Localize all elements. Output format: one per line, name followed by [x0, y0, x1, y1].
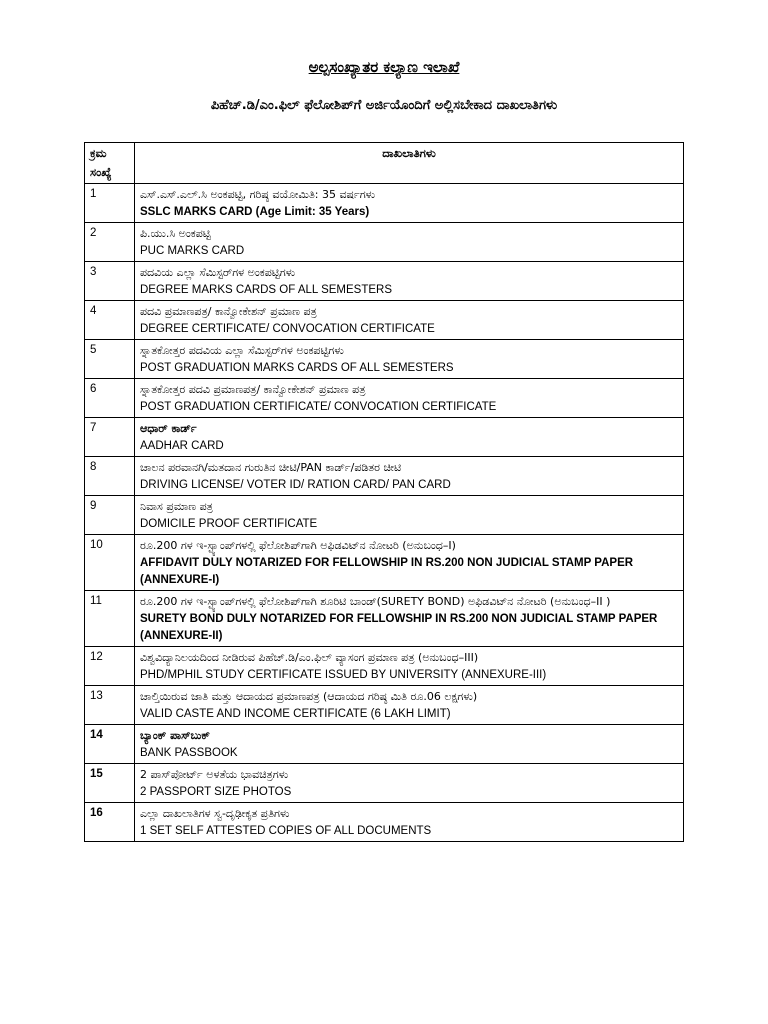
- row-kannada-text: ಎಸ್.ಎಸ್.ಎಲ್.ಸಿ ಅಂಕಪಟ್ಟಿ, ಗರಿಷ್ಠ ವಯೋಮಿತಿ: 35 ವರ್ಷಗಳು: [140, 188, 376, 201]
- page-title: ಅಲ್ಪಸಂಖ್ಯಾತರ ಕಲ್ಯಾಣ ಇಲಾಖೆ: [308, 58, 460, 76]
- row-english-text: SURETY BOND DULY NOTARIZED FOR FELLOWSHIP IN RS.200 NON JUDICIAL STAMP PAPER (ANNEXURE-II): [140, 613, 658, 642]
- table-row: [85, 262, 684, 301]
- row-number: 5: [85, 340, 135, 379]
- table-row: [85, 686, 684, 725]
- row-documents: [135, 301, 684, 340]
- row-documents: [135, 591, 684, 647]
- row-number: 3: [85, 262, 135, 301]
- row-number: 16: [85, 803, 135, 842]
- row-documents: [135, 496, 684, 535]
- row-documents: [135, 803, 684, 842]
- serial-header-line2: ಸಂಖ್ಯೆ: [90, 165, 112, 179]
- row-kannada-text: ಆಧಾರ್ ಕಾರ್ಡ್: [140, 422, 197, 435]
- row-documents: [135, 686, 684, 725]
- row-documents: [135, 184, 684, 223]
- row-kannada-text: ಪಿ.ಯು.ಸಿ ಅಂಕಪಟ್ಟಿ: [140, 227, 211, 240]
- table-row: [85, 457, 684, 496]
- row-english-text: DEGREE MARKS CARDS OF ALL SEMESTERS: [140, 284, 392, 296]
- row-documents: [135, 725, 684, 764]
- row-english-text: BANK PASSBOOK: [140, 747, 238, 759]
- table-row: [85, 184, 684, 223]
- table-row: [85, 418, 684, 457]
- table-row: [85, 223, 684, 262]
- row-number: 11: [85, 591, 135, 647]
- row-documents: [135, 262, 684, 301]
- table-row: [85, 496, 684, 535]
- table-row: [85, 591, 684, 647]
- table-row: [85, 535, 684, 591]
- table-row: [85, 647, 684, 686]
- serial-number-header: [85, 143, 135, 184]
- row-kannada-text: ರೂ.200 ಗಳ ಇ-ಸ್ಟ್ಯಾಂಪ್‌ಗಳಲ್ಲಿ ಫೆಲೋಶಿಪ್‌ಗಾಗಿ ಅಫಿಡವಿಟ್‌ನ ನೋಟರಿ (ಅನುಬಂಧ–I): [140, 539, 456, 552]
- row-kannada-text: ಚಾಲನ ಪರವಾನಗಿ/ಮತದಾನ ಗುರುತಿನ ಚೀಟಿ/PAN ಕಾರ್ಡ್/ಪಡಿತರ ಚೀಟಿ: [140, 461, 402, 474]
- row-kannada-text: ರೂ.200 ಗಳ ಇ-ಸ್ಟ್ಯಾಂಪ್‌ಗಳಲ್ಲಿ ಫೆಲೋಶಿಪ್‌ಗಾಗಿ ಶೂರಿಟಿ ಬಾಂಡ್(SURETY BOND) ಅಫಿಡವಿಟ್‌ನ ನೋಟರಿ (ಅನುಬಂಧ–II ): [140, 595, 611, 608]
- row-number: 2: [85, 223, 135, 262]
- documents-table: [84, 142, 684, 842]
- row-english-text: AFFIDAVIT DULY NOTARIZED FOR FELLOWSHIP IN RS.200 NON JUDICIAL STAMP PAPER (ANNEXURE-I): [140, 557, 634, 586]
- table-row: [85, 301, 684, 340]
- row-kannada-text: ವಿಶ್ವವಿದ್ಯಾನಿಲಯದಿಂದ ನೀಡಿರುವ ಪಿಹೆಚ್.ಡಿ/ಎಂ.ಫಿಲ್ ವ್ಯಾಸಂಗ ಪ್ರಮಾಣ ಪತ್ರ (ಅನುಬಂಧ–III): [140, 651, 479, 664]
- row-kannada-text: ಸ್ನಾತಕೋತ್ತರ ಪದವಿ ಪ್ರಮಾಣಪತ್ರ/ ಕಾನ್ವೋಕೇಶನ್ ಪ್ರಮಾಣ ಪತ್ರ: [140, 383, 366, 396]
- serial-header-line1: ಕ್ರಮ: [90, 146, 107, 160]
- row-english-text: PUC MARKS CARD: [140, 245, 245, 257]
- row-number: 4: [85, 301, 135, 340]
- row-english-text: VALID CASTE AND INCOME CERTIFICATE (6 LAKH LIMIT): [140, 708, 451, 720]
- row-kannada-text: ಪದವಿಯ ಎಲ್ಲಾ ಸೆಮಿಸ್ಟರ್‌ಗಳ ಅಂಕಪಟ್ಟಿಗಳು: [140, 266, 296, 279]
- row-number: 9: [85, 496, 135, 535]
- row-english-text: DEGREE CERTIFICATE/ CONVOCATION CERTIFICATE: [140, 323, 435, 335]
- table-row: [85, 764, 684, 803]
- row-english-text: SSLC MARKS CARD (Age Limit: 35 Years): [140, 206, 370, 218]
- row-documents: [135, 457, 684, 496]
- row-english-text: 1 SET SELF ATTESTED COPIES OF ALL DOCUMENTS: [140, 825, 432, 837]
- row-kannada-text: ಸ್ನಾತಕೋತ್ತರ ಪದವಿಯ ಎಲ್ಲಾ ಸೆಮಿಸ್ಟರ್‌ಗಳ ಅಂಕಪಟ್ಟಿಗಳು: [140, 344, 344, 357]
- row-number: 10: [85, 535, 135, 591]
- row-number: 6: [85, 379, 135, 418]
- page-subtitle: ಪಿಹೆಚ್.ಡಿ/ಎಂ.ಫಿಲ್ ಫೆಲೋಶಿಪ್‌ಗೆ ಅರ್ಜಿಯೊಂದಿಗೆ ಅಲ್ಲಿಸಬೇಕಾದ ದಾಖಲಾತಿಗಳು: [210, 98, 558, 113]
- row-number: 7: [85, 418, 135, 457]
- row-number: 12: [85, 647, 135, 686]
- row-kannada-text: ಬ್ಯಾಂಕ್ ಪಾಸ್‌ಬುಕ್: [140, 729, 210, 742]
- table-row: [85, 379, 684, 418]
- row-english-text: DRIVING LICENSE/ VOTER ID/ RATION CARD/ PAN CARD: [140, 479, 451, 491]
- documents-header: ದಾಖಲಾತಿಗಳು: [135, 143, 684, 184]
- table-row: [85, 340, 684, 379]
- row-kannada-text: 2 ಪಾಸ್‌ಪೋರ್ಟ್ ಅಳತೆಯ ಭಾವಚಿತ್ರಗಳು: [140, 768, 289, 781]
- table-header-row: [85, 143, 684, 184]
- row-kannada-text: ಎಲ್ಲಾ ದಾಖಲಾತಿಗಳ ಸ್ವ-ದೃಢೀಕೃತ ಪ್ರತಿಗಳು: [140, 807, 290, 820]
- row-number: 8: [85, 457, 135, 496]
- row-documents: [135, 418, 684, 457]
- row-documents: [135, 535, 684, 591]
- row-number: 15: [85, 764, 135, 803]
- row-english-text: AADHAR CARD: [140, 440, 224, 452]
- row-kannada-text: ಪದವಿ ಪ್ರಮಾಣಪತ್ರ/ ಕಾನ್ವೋಕೇಶನ್ ಪ್ರಮಾಣ ಪತ್ರ: [140, 305, 317, 318]
- row-english-text: POST GRADUATION MARKS CARDS OF ALL SEMESTERS: [140, 362, 454, 374]
- table-row: [85, 803, 684, 842]
- row-english-text: 2 PASSPORT SIZE PHOTOS: [140, 786, 292, 798]
- row-number: 1: [85, 184, 135, 223]
- row-documents: [135, 223, 684, 262]
- row-english-text: POST GRADUATION CERTIFICATE/ CONVOCATION CERTIFICATE: [140, 401, 497, 413]
- row-documents: [135, 647, 684, 686]
- row-number: 13: [85, 686, 135, 725]
- row-kannada-text: ನಿವಾಸ ಪ್ರಮಾಣ ಪತ್ರ: [140, 500, 213, 513]
- table-row: [85, 725, 684, 764]
- row-english-text: PHD/MPHIL STUDY CERTIFICATE ISSUED BY UNIVERSITY (ANNEXURE-III): [140, 669, 547, 681]
- row-kannada-text: ಚಾಲ್ತಿಯಿರುವ ಜಾತಿ ಮತ್ತು ಆದಾಯದ ಪ್ರಮಾಣಪತ್ರ (ಆದಾಯದ ಗರಿಷ್ಠ ಮಿತಿ ರೂ.06 ಲಕ್ಷಗಳು): [140, 690, 478, 703]
- row-documents: [135, 764, 684, 803]
- row-documents: [135, 379, 684, 418]
- row-english-text: DOMICILE PROOF CERTIFICATE: [140, 518, 318, 530]
- row-documents: [135, 340, 684, 379]
- row-number: 14: [85, 725, 135, 764]
